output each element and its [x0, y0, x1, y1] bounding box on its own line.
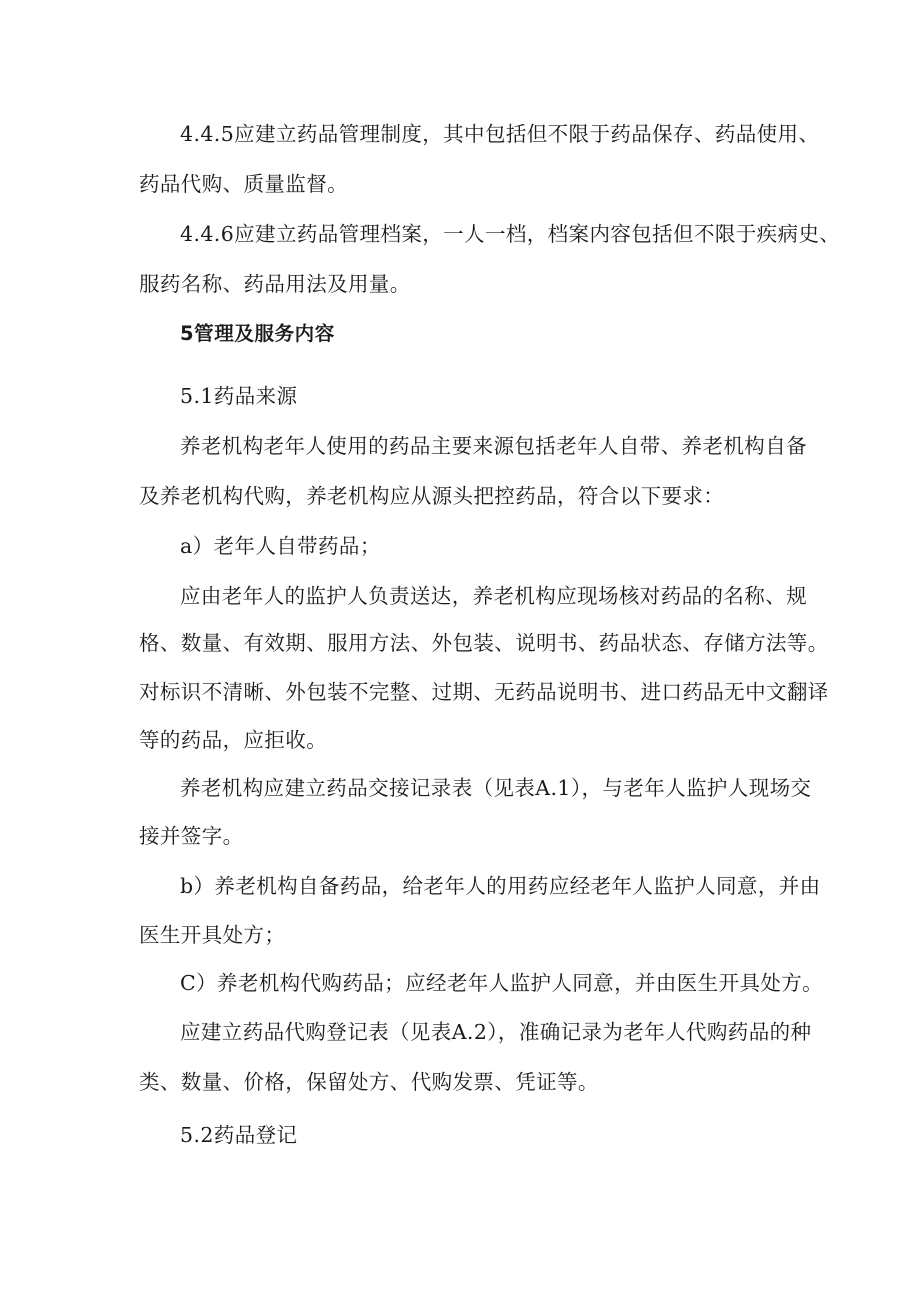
section-5-2-heading: 5.2药品登记	[180, 1123, 298, 1147]
paragraph-verification-line-2: 格、数量、有效期、服用方法、外包装、说明书、药品状态、存储方法等。	[139, 631, 829, 655]
item-b-institution-drugs-line-2: 医生开具处方；	[139, 923, 286, 947]
paragraph-drug-source-line-2: 及养老机构代购，养老机构应从源头把控药品，符合以下要求：	[139, 484, 725, 508]
clause-4-4-6-line-2: 服药名称、药品用法及用量。	[139, 272, 411, 296]
section-5-heading: 5管理及服务内容	[180, 322, 335, 345]
section-5-1-heading: 5.1药品来源	[180, 384, 298, 408]
paragraph-purchase-register-line-1: 应建立药品代购登记表（见表A.2），准确记录为老年人代购药品的种	[180, 1020, 812, 1044]
clause-4-4-6-line-1: 4.4.6应建立药品管理档案，一人一档，档案内容包括但不限于疾病史、	[180, 222, 841, 246]
paragraph-verification-line-3: 对标识不清晰、外包装不完整、过期、无药品说明书、进口药品无中文翻译	[139, 680, 829, 704]
paragraph-verification-line-4: 等的药品，应拒收。	[139, 728, 328, 752]
item-c-purchased-drugs: C）养老机构代购药品；应经老年人监护人同意，并由医生开具处方。	[180, 971, 824, 995]
item-a-self-brought-drugs: a）老年人自带药品；	[180, 534, 381, 558]
clause-4-4-5-line-1: 4.4.5应建立药品管理制度，其中包括但不限于药品保存、药品使用、	[180, 122, 820, 146]
paragraph-verification-line-1: 应由老年人的监护人负责送达，养老机构应现场核对药品的名称、规	[180, 584, 807, 608]
paragraph-handover-line-2: 接并签字。	[139, 824, 244, 848]
paragraph-drug-source-line-1: 养老机构老年人使用的药品主要来源包括老年人自带、养老机构自备	[180, 434, 807, 458]
clause-4-4-5-line-2: 药品代购、质量监督。	[139, 172, 348, 196]
item-b-institution-drugs-line-1: b）养老机构自备药品，给老年人的用药应经老年人监护人同意，并由	[180, 874, 821, 898]
paragraph-purchase-register-line-2: 类、数量、价格，保留处方、代购发票、凭证等。	[139, 1070, 599, 1094]
paragraph-handover-line-1: 养老机构应建立药品交接记录表（见表A.1），与老年人监护人现场交	[180, 776, 812, 800]
